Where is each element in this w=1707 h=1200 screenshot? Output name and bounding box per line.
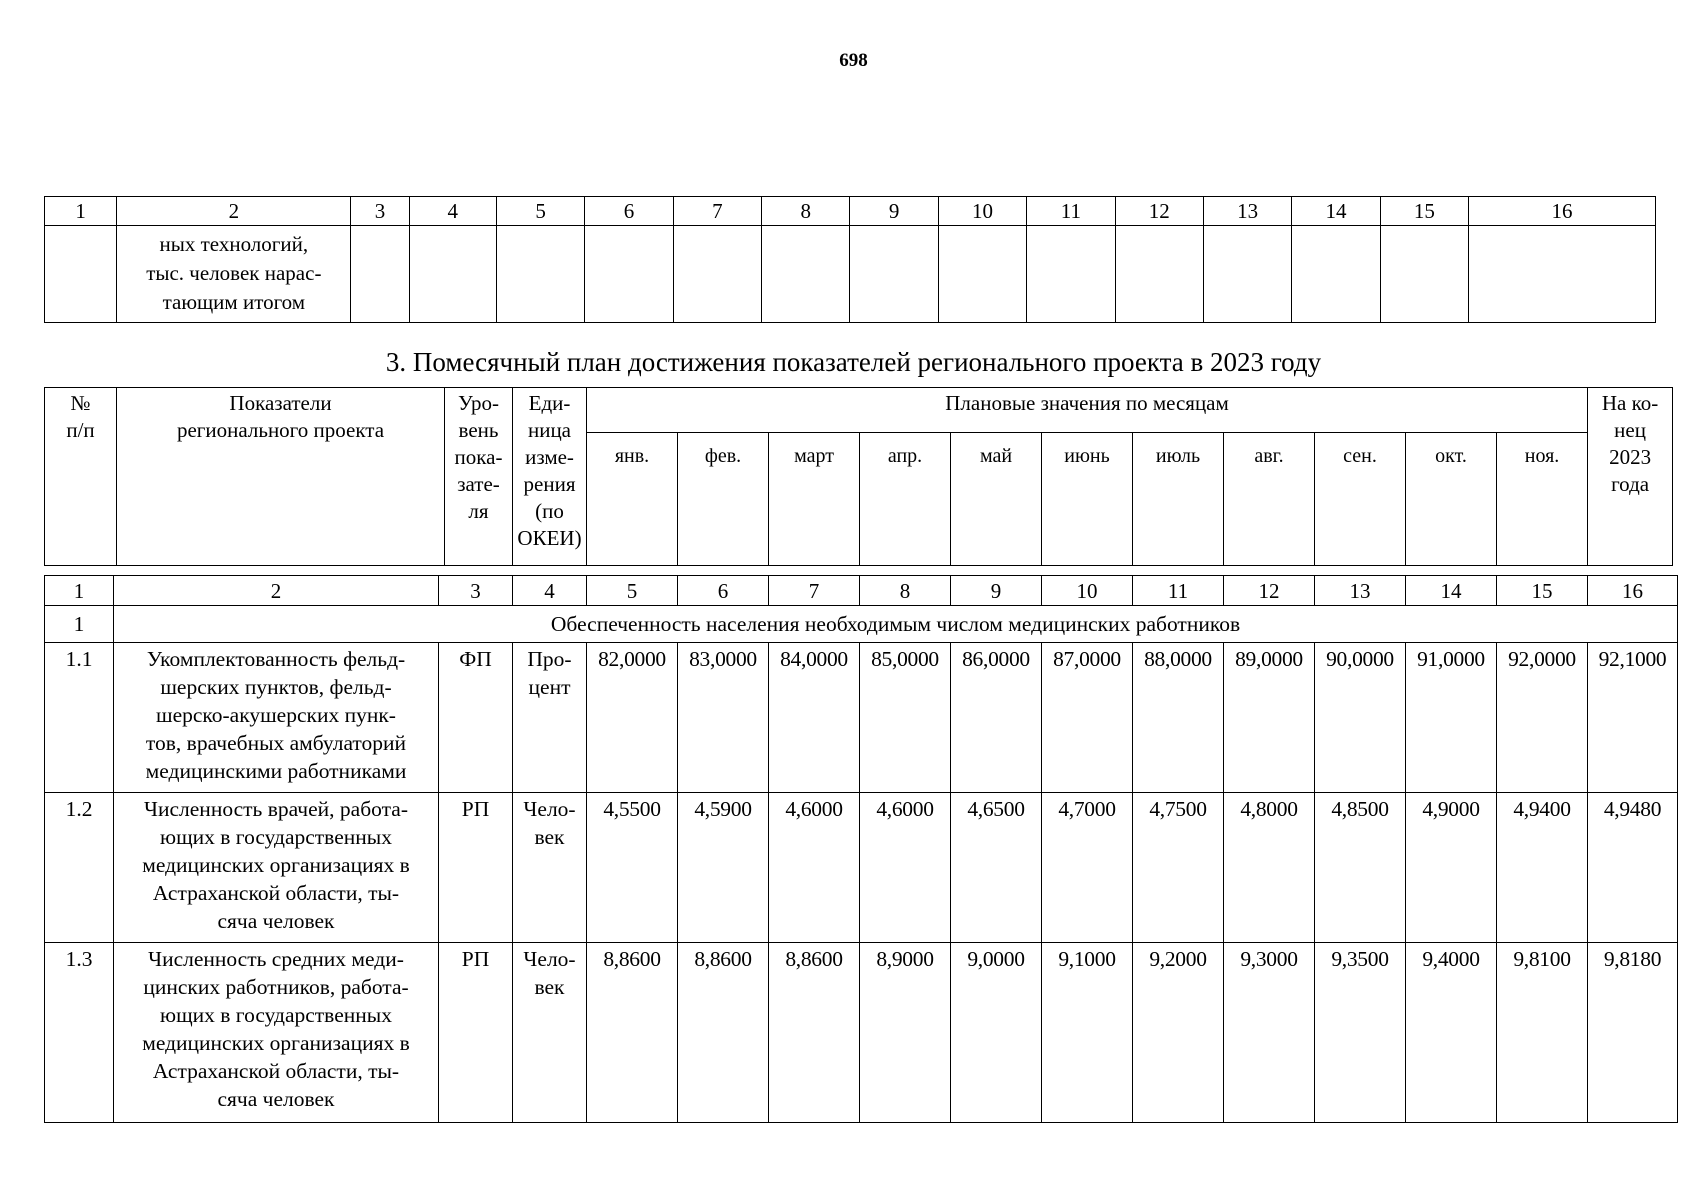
- header-unit: Еди- ница изме- рения (по ОКЕИ): [513, 388, 587, 566]
- month-value: 4,6500: [951, 793, 1042, 943]
- month-value: 4,6000: [860, 793, 951, 943]
- empty-cell: [45, 226, 117, 323]
- year-end-value: 4,9480: [1588, 793, 1678, 943]
- month-value: 82,0000: [587, 643, 678, 793]
- year-end-value: 92,1000: [1588, 643, 1678, 793]
- unit-of-measure: Про- цент: [513, 643, 587, 793]
- month-value: 8,8600: [769, 943, 860, 1123]
- month-value: 8,8600: [678, 943, 769, 1123]
- column-number: 16: [1588, 576, 1678, 606]
- empty-cell: [762, 226, 850, 323]
- column-number: 6: [678, 576, 769, 606]
- month-value: 9,8100: [1497, 943, 1588, 1123]
- column-number: 13: [1315, 576, 1406, 606]
- body-table: [44, 575, 1678, 1123]
- body-column-numbers: [45, 576, 1678, 606]
- header-level: Уро- вень пока- зате- ля: [445, 388, 513, 566]
- continuation-table: [44, 196, 1656, 323]
- section-heading: Обеспеченность населения необходимым числом медицинских работников: [114, 606, 1678, 643]
- month-value: 89,0000: [1224, 643, 1315, 793]
- empty-cell: [1292, 226, 1380, 323]
- month-value: 9,0000: [951, 943, 1042, 1123]
- column-number: 11: [1027, 197, 1115, 226]
- empty-cell: [1203, 226, 1291, 323]
- month-value: 9,4000: [1406, 943, 1497, 1123]
- section-title: 3. Помесячный план достижения показателей регионального проекта в 2023 году: [385, 347, 1322, 377]
- column-number: 15: [1380, 197, 1468, 226]
- column-number: 7: [769, 576, 860, 606]
- month-header: май: [951, 433, 1042, 566]
- column-number: 5: [496, 197, 584, 226]
- month-value: 86,0000: [951, 643, 1042, 793]
- column-number: 9: [850, 197, 938, 226]
- month-header: июнь: [1042, 433, 1133, 566]
- empty-cell: [409, 226, 496, 323]
- month-value: 8,8600: [587, 943, 678, 1123]
- column-number: 11: [1133, 576, 1224, 606]
- column-number: 13: [1203, 197, 1291, 226]
- row-number: 1.2: [45, 793, 114, 943]
- month-header: окт.: [1406, 433, 1497, 566]
- page-number: 698: [839, 50, 868, 71]
- month-value: 85,0000: [860, 643, 951, 793]
- column-number: 12: [1115, 197, 1203, 226]
- column-number: 10: [938, 197, 1026, 226]
- unit-of-measure: Чело- век: [513, 943, 587, 1123]
- month-value: 9,3500: [1315, 943, 1406, 1123]
- continuation-row: [45, 226, 1656, 323]
- month-value: 4,6000: [769, 793, 860, 943]
- column-number: 2: [117, 197, 351, 226]
- month-header: сен.: [1315, 433, 1406, 566]
- month-value: 9,2000: [1133, 943, 1224, 1123]
- column-number: 5: [587, 576, 678, 606]
- table-row: [45, 793, 1678, 943]
- indicator-name: Численность врачей, работа- ющих в государственных медицинских организациях в Астраханской области, ты- сяча человек: [114, 793, 439, 943]
- column-number: 8: [860, 576, 951, 606]
- column-number: 15: [1497, 576, 1588, 606]
- month-value: 8,9000: [860, 943, 951, 1123]
- indicator-level: ФП: [439, 643, 513, 793]
- column-number: 14: [1292, 197, 1380, 226]
- header-planned-values: Плановые значения по месяцам: [587, 388, 1588, 433]
- month-value: 83,0000: [678, 643, 769, 793]
- empty-cell: [938, 226, 1026, 323]
- month-header: янв.: [587, 433, 678, 566]
- month-value: 4,9400: [1497, 793, 1588, 943]
- empty-cell: [1027, 226, 1115, 323]
- column-number: 4: [409, 197, 496, 226]
- header-table: [44, 387, 1673, 566]
- table-row: [45, 643, 1678, 793]
- empty-cell: [673, 226, 761, 323]
- continuation-column-numbers: [45, 197, 1656, 226]
- column-number: 9: [951, 576, 1042, 606]
- month-value: 88,0000: [1133, 643, 1224, 793]
- header-year-end: На ко- нец 2023 года: [1588, 388, 1673, 566]
- month-value: 4,5900: [678, 793, 769, 943]
- column-number: 6: [585, 197, 673, 226]
- month-header: март: [769, 433, 860, 566]
- unit-of-measure: Чело- век: [513, 793, 587, 943]
- month-header: ноя.: [1497, 433, 1588, 566]
- month-header: июль: [1133, 433, 1224, 566]
- empty-cell: [1469, 226, 1656, 323]
- empty-cell: [1380, 226, 1468, 323]
- indicator-name: Укомплектованность фельд- шерских пунктов, фельд- шерско-акушерских пунк- тов, врачебных амбулаторий медицинскими работниками: [114, 643, 439, 793]
- column-number: 1: [45, 197, 117, 226]
- column-number: 14: [1406, 576, 1497, 606]
- table-row: [45, 943, 1678, 1123]
- month-header: фев.: [678, 433, 769, 566]
- column-number: 8: [762, 197, 850, 226]
- column-number: 3: [439, 576, 513, 606]
- column-number: 10: [1042, 576, 1133, 606]
- month-value: 84,0000: [769, 643, 860, 793]
- header-number: № п/п: [45, 388, 117, 566]
- year-end-value: 9,8180: [1588, 943, 1678, 1123]
- column-number: 2: [114, 576, 439, 606]
- column-number: 12: [1224, 576, 1315, 606]
- indicator-name: Численность средних меди- цинских работников, работа- ющих в государственных медицинских организациях в Астраханской области, ты- сяча человек: [114, 943, 439, 1123]
- column-number: 3: [351, 197, 409, 226]
- month-value: 90,0000: [1315, 643, 1406, 793]
- column-number: 16: [1469, 197, 1656, 226]
- column-number: 1: [45, 576, 114, 606]
- month-value: 9,1000: [1042, 943, 1133, 1123]
- month-value: 4,8000: [1224, 793, 1315, 943]
- month-value: 4,8500: [1315, 793, 1406, 943]
- month-value: 91,0000: [1406, 643, 1497, 793]
- header-indicator: Показатели регионального проекта: [117, 388, 445, 566]
- month-value: 4,7500: [1133, 793, 1224, 943]
- month-value: 92,0000: [1497, 643, 1588, 793]
- month-value: 4,5500: [587, 793, 678, 943]
- month-value: 87,0000: [1042, 643, 1133, 793]
- column-number: 4: [513, 576, 587, 606]
- empty-cell: [496, 226, 584, 323]
- section-number: 1: [45, 606, 114, 643]
- empty-cell: [585, 226, 673, 323]
- empty-cell: [351, 226, 409, 323]
- month-value: 4,9000: [1406, 793, 1497, 943]
- empty-cell: [850, 226, 938, 323]
- month-header: апр.: [860, 433, 951, 566]
- month-value: 4,7000: [1042, 793, 1133, 943]
- indicator-level: РП: [439, 793, 513, 943]
- month-header: авг.: [1224, 433, 1315, 566]
- empty-cell: [1115, 226, 1203, 323]
- row-number: 1.1: [45, 643, 114, 793]
- row-number: 1.3: [45, 943, 114, 1123]
- month-value: 9,3000: [1224, 943, 1315, 1123]
- column-number: 7: [673, 197, 761, 226]
- indicator-level: РП: [439, 943, 513, 1123]
- continuation-indicator-text: ных технологий, тыс. человек нарас- тающим итогом: [117, 226, 351, 323]
- section-row: [45, 606, 1678, 643]
